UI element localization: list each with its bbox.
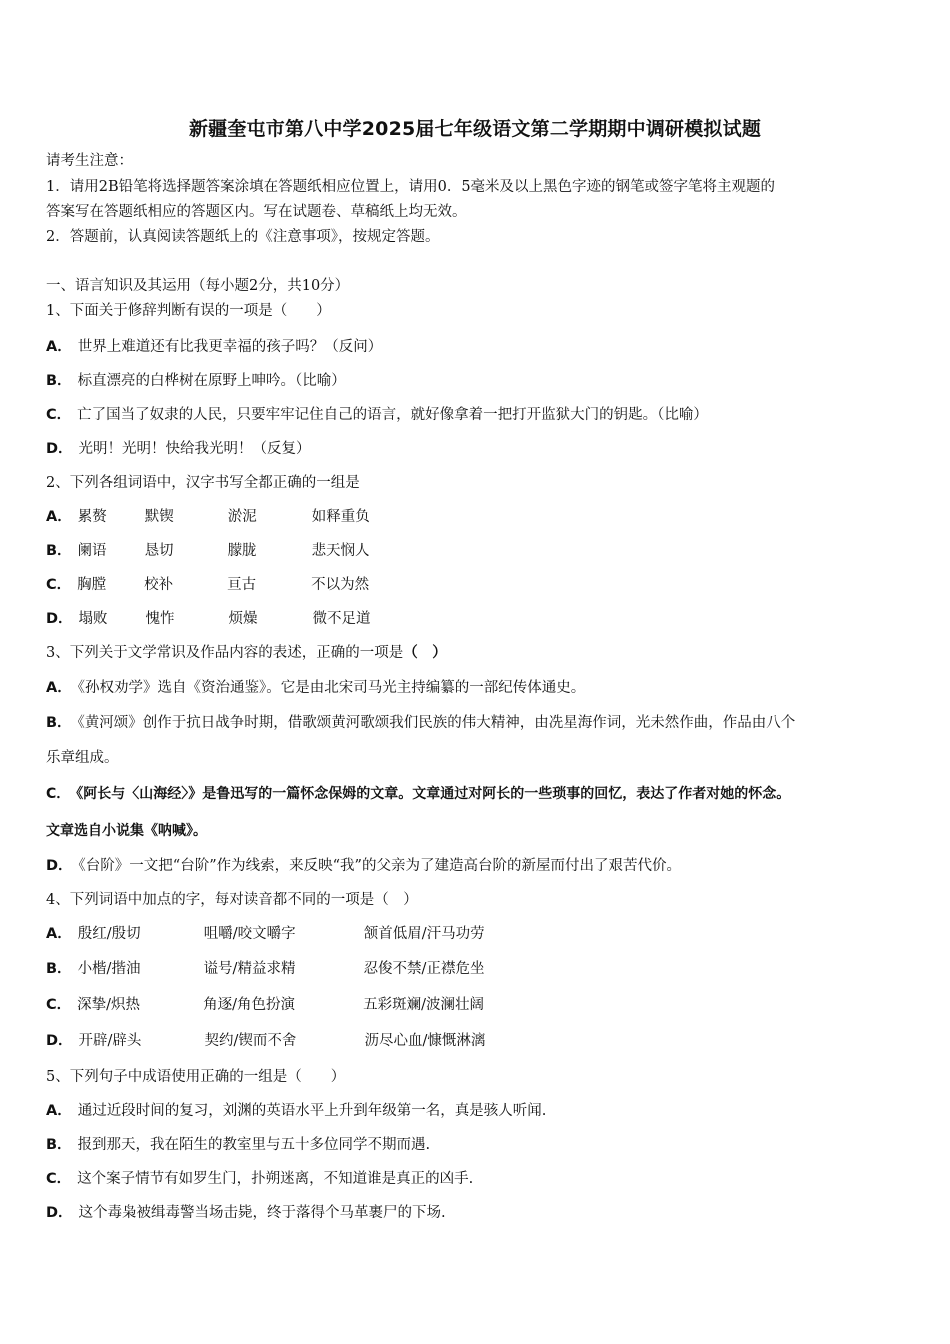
option-label: A． bbox=[46, 680, 72, 696]
word: 不以为然 bbox=[311, 577, 370, 593]
option-label: C． bbox=[46, 577, 72, 593]
option-label: A． bbox=[46, 339, 72, 355]
option-text: 世界上难道还有比我更幸福的孩子吗？（反问） bbox=[77, 339, 383, 355]
q4-option-c bbox=[46, 995, 484, 1015]
option-label: C． bbox=[46, 407, 72, 423]
option-label: B． bbox=[46, 543, 72, 559]
word-pair: 契约/锲而不舍 bbox=[204, 1033, 297, 1049]
word: 淤泥 bbox=[227, 509, 257, 525]
q1-option-a bbox=[46, 337, 382, 357]
option-text: 通过近段时间的复习，刘渊的英语水平上升到年级第一名，真是骇人听闻. bbox=[77, 1103, 547, 1119]
q3-option-c bbox=[46, 784, 790, 804]
word: 如释重负 bbox=[311, 509, 370, 525]
q3-option-c-cont: 文章选自小说集《呐喊》。 bbox=[46, 823, 207, 839]
q4-option-d bbox=[46, 1031, 485, 1051]
word-pair: 殷红/殷切 bbox=[77, 926, 141, 942]
option-text: 《黄河颂》创作于抗日战争时期，借歌颂黄河歌颂我们民族的伟大精神，由冼星海作词，光未然作曲，作品由八个 bbox=[77, 715, 796, 731]
stem-text: 3、下列关于文学常识及作品内容的表述，正确的一项是 bbox=[46, 645, 404, 661]
q1-option-c bbox=[46, 405, 708, 425]
word: 默锲 bbox=[144, 509, 174, 525]
option-label: C． bbox=[46, 997, 72, 1013]
notice-item-2: 2．答题前，认真阅读答题纸上的《注意事项》，按规定答题。 bbox=[46, 229, 440, 245]
word: 校补 bbox=[144, 577, 174, 593]
option-label: D． bbox=[46, 858, 73, 874]
q2-option-a bbox=[46, 507, 370, 527]
option-text: 这个毒枭被缉毒警当场击毙，终于落得个马革裹尸的下场. bbox=[78, 1205, 446, 1221]
word: 微不足道 bbox=[312, 611, 371, 627]
q3-option-b-cont: 乐章组成。 bbox=[46, 750, 119, 766]
word: 塌败 bbox=[78, 611, 108, 627]
q1-option-d bbox=[46, 439, 311, 459]
notice-heading: 请考生注意： bbox=[46, 153, 133, 169]
option-label: A． bbox=[46, 926, 72, 942]
option-label: B． bbox=[46, 715, 72, 731]
answer-paren: （ ） bbox=[403, 645, 447, 661]
word: 累赘 bbox=[77, 509, 107, 525]
section-heading: 一、语言知识及其运用（每小题2分，共10分） bbox=[46, 278, 350, 294]
option-text: 标直漂亮的白桦树在原野上呻吟。（比喻） bbox=[77, 373, 346, 389]
option-text: 报到那天，我在陌生的教室里与五十多位同学不期而遇. bbox=[77, 1137, 431, 1153]
option-label: B． bbox=[46, 961, 72, 977]
q5-option-a bbox=[46, 1101, 546, 1121]
word-pair: 五彩斑斓/波澜壮阔 bbox=[363, 997, 485, 1013]
q2-option-b bbox=[46, 541, 370, 561]
question-2-stem: 2、下列各组词语中，汉字书写全都正确的一组是 bbox=[46, 475, 360, 491]
word-pair: 谥号/精益求精 bbox=[203, 961, 296, 977]
option-text: 光明！光明！快给我光明！（反复） bbox=[78, 441, 311, 457]
option-label: C． bbox=[46, 786, 71, 802]
word-pair: 沥尽心血/慷慨淋漓 bbox=[364, 1033, 486, 1049]
word: 阑语 bbox=[77, 543, 107, 559]
word-pair: 咀嚼/咬文嚼字 bbox=[203, 926, 296, 942]
word: 恳切 bbox=[144, 543, 174, 559]
q2-option-d bbox=[46, 609, 371, 629]
notice-item-1-cont: 答案写在答题纸相应的答题区内。写在试题卷、草稿纸上均无效。 bbox=[46, 204, 467, 220]
word-pair: 颔首低眉/汗马功劳 bbox=[363, 926, 485, 942]
option-label: A． bbox=[46, 1103, 72, 1119]
word-pair: 深挚/炽热 bbox=[77, 997, 141, 1013]
option-label: D． bbox=[46, 1033, 73, 1049]
option-label: B． bbox=[46, 1137, 72, 1153]
word: 悲天悯人 bbox=[311, 543, 370, 559]
option-label: B． bbox=[46, 373, 72, 389]
word-pair: 忍俊不禁/正襟危坐 bbox=[363, 961, 485, 977]
word: 愧怍 bbox=[145, 611, 175, 627]
question-4-stem: 4、下列词语中加点的字，每对读音都不同的一项是（ ） bbox=[46, 892, 418, 908]
q4-option-a bbox=[46, 924, 485, 944]
question-3-stem bbox=[46, 643, 447, 663]
word-pair: 小楷/揩油 bbox=[77, 961, 141, 977]
q1-option-b bbox=[46, 371, 346, 391]
word: 烦燥 bbox=[228, 611, 258, 627]
word: 胸膛 bbox=[77, 577, 107, 593]
notice-item-1: 1．请用2B铅笔将选择题答案涂填在答题纸相应位置上，请用0．5毫米及以上黑色字迹的钢笔或签字笔将主观题的 bbox=[46, 179, 776, 195]
question-1-stem: 1、下面关于修辞判断有误的一项是（ ） bbox=[46, 303, 331, 319]
option-label: C． bbox=[46, 1171, 72, 1187]
option-text: 《台阶》一文把“台阶”作为线索，来反映“我”的父亲为了建造高台阶的新屋而付出了艰苦代价。 bbox=[78, 858, 681, 874]
word: 朦胧 bbox=[227, 543, 257, 559]
q4-option-b bbox=[46, 959, 484, 979]
word-pair: 开辟/辟头 bbox=[78, 1033, 142, 1049]
option-text: 《阿长与〈山海经〉》是鲁迅写的一篇怀念保姆的文章。文章通过对阿长的一些琐事的回忆，表达了作者对她的怀念。 bbox=[76, 786, 791, 802]
q5-option-d bbox=[46, 1203, 446, 1223]
q3-option-b bbox=[46, 713, 795, 733]
option-label: A． bbox=[46, 509, 72, 525]
word-pair: 角逐/角色扮演 bbox=[203, 997, 296, 1013]
exam-title: 新疆奎屯市第八中学2025届七年级语文第二学期期中调研模拟试题 bbox=[188, 118, 762, 140]
option-text: 这个案子情节有如罗生门，扑朔迷离，不知道谁是真正的凶手. bbox=[77, 1171, 474, 1187]
option-label: D． bbox=[46, 1205, 73, 1221]
q3-option-a bbox=[46, 678, 585, 698]
option-label: D． bbox=[46, 441, 73, 457]
option-text: 亡了国当了奴隶的人民，只要牢牢记住自己的语言，就好像拿着一把打开监狱大门的钥匙。（比喻） bbox=[77, 407, 708, 423]
q2-option-c bbox=[46, 575, 369, 595]
option-text: 《孙权劝学》选自《资治通鉴》。它是由北宋司马光主持编纂的一部纪传体通史。 bbox=[77, 680, 586, 696]
option-label: D． bbox=[46, 611, 73, 627]
q5-option-c bbox=[46, 1169, 473, 1189]
question-5-stem: 5、下列句子中成语使用正确的一组是（ ） bbox=[46, 1069, 346, 1085]
q5-option-b bbox=[46, 1135, 430, 1155]
q3-option-d bbox=[46, 856, 681, 876]
word: 亘古 bbox=[227, 577, 257, 593]
